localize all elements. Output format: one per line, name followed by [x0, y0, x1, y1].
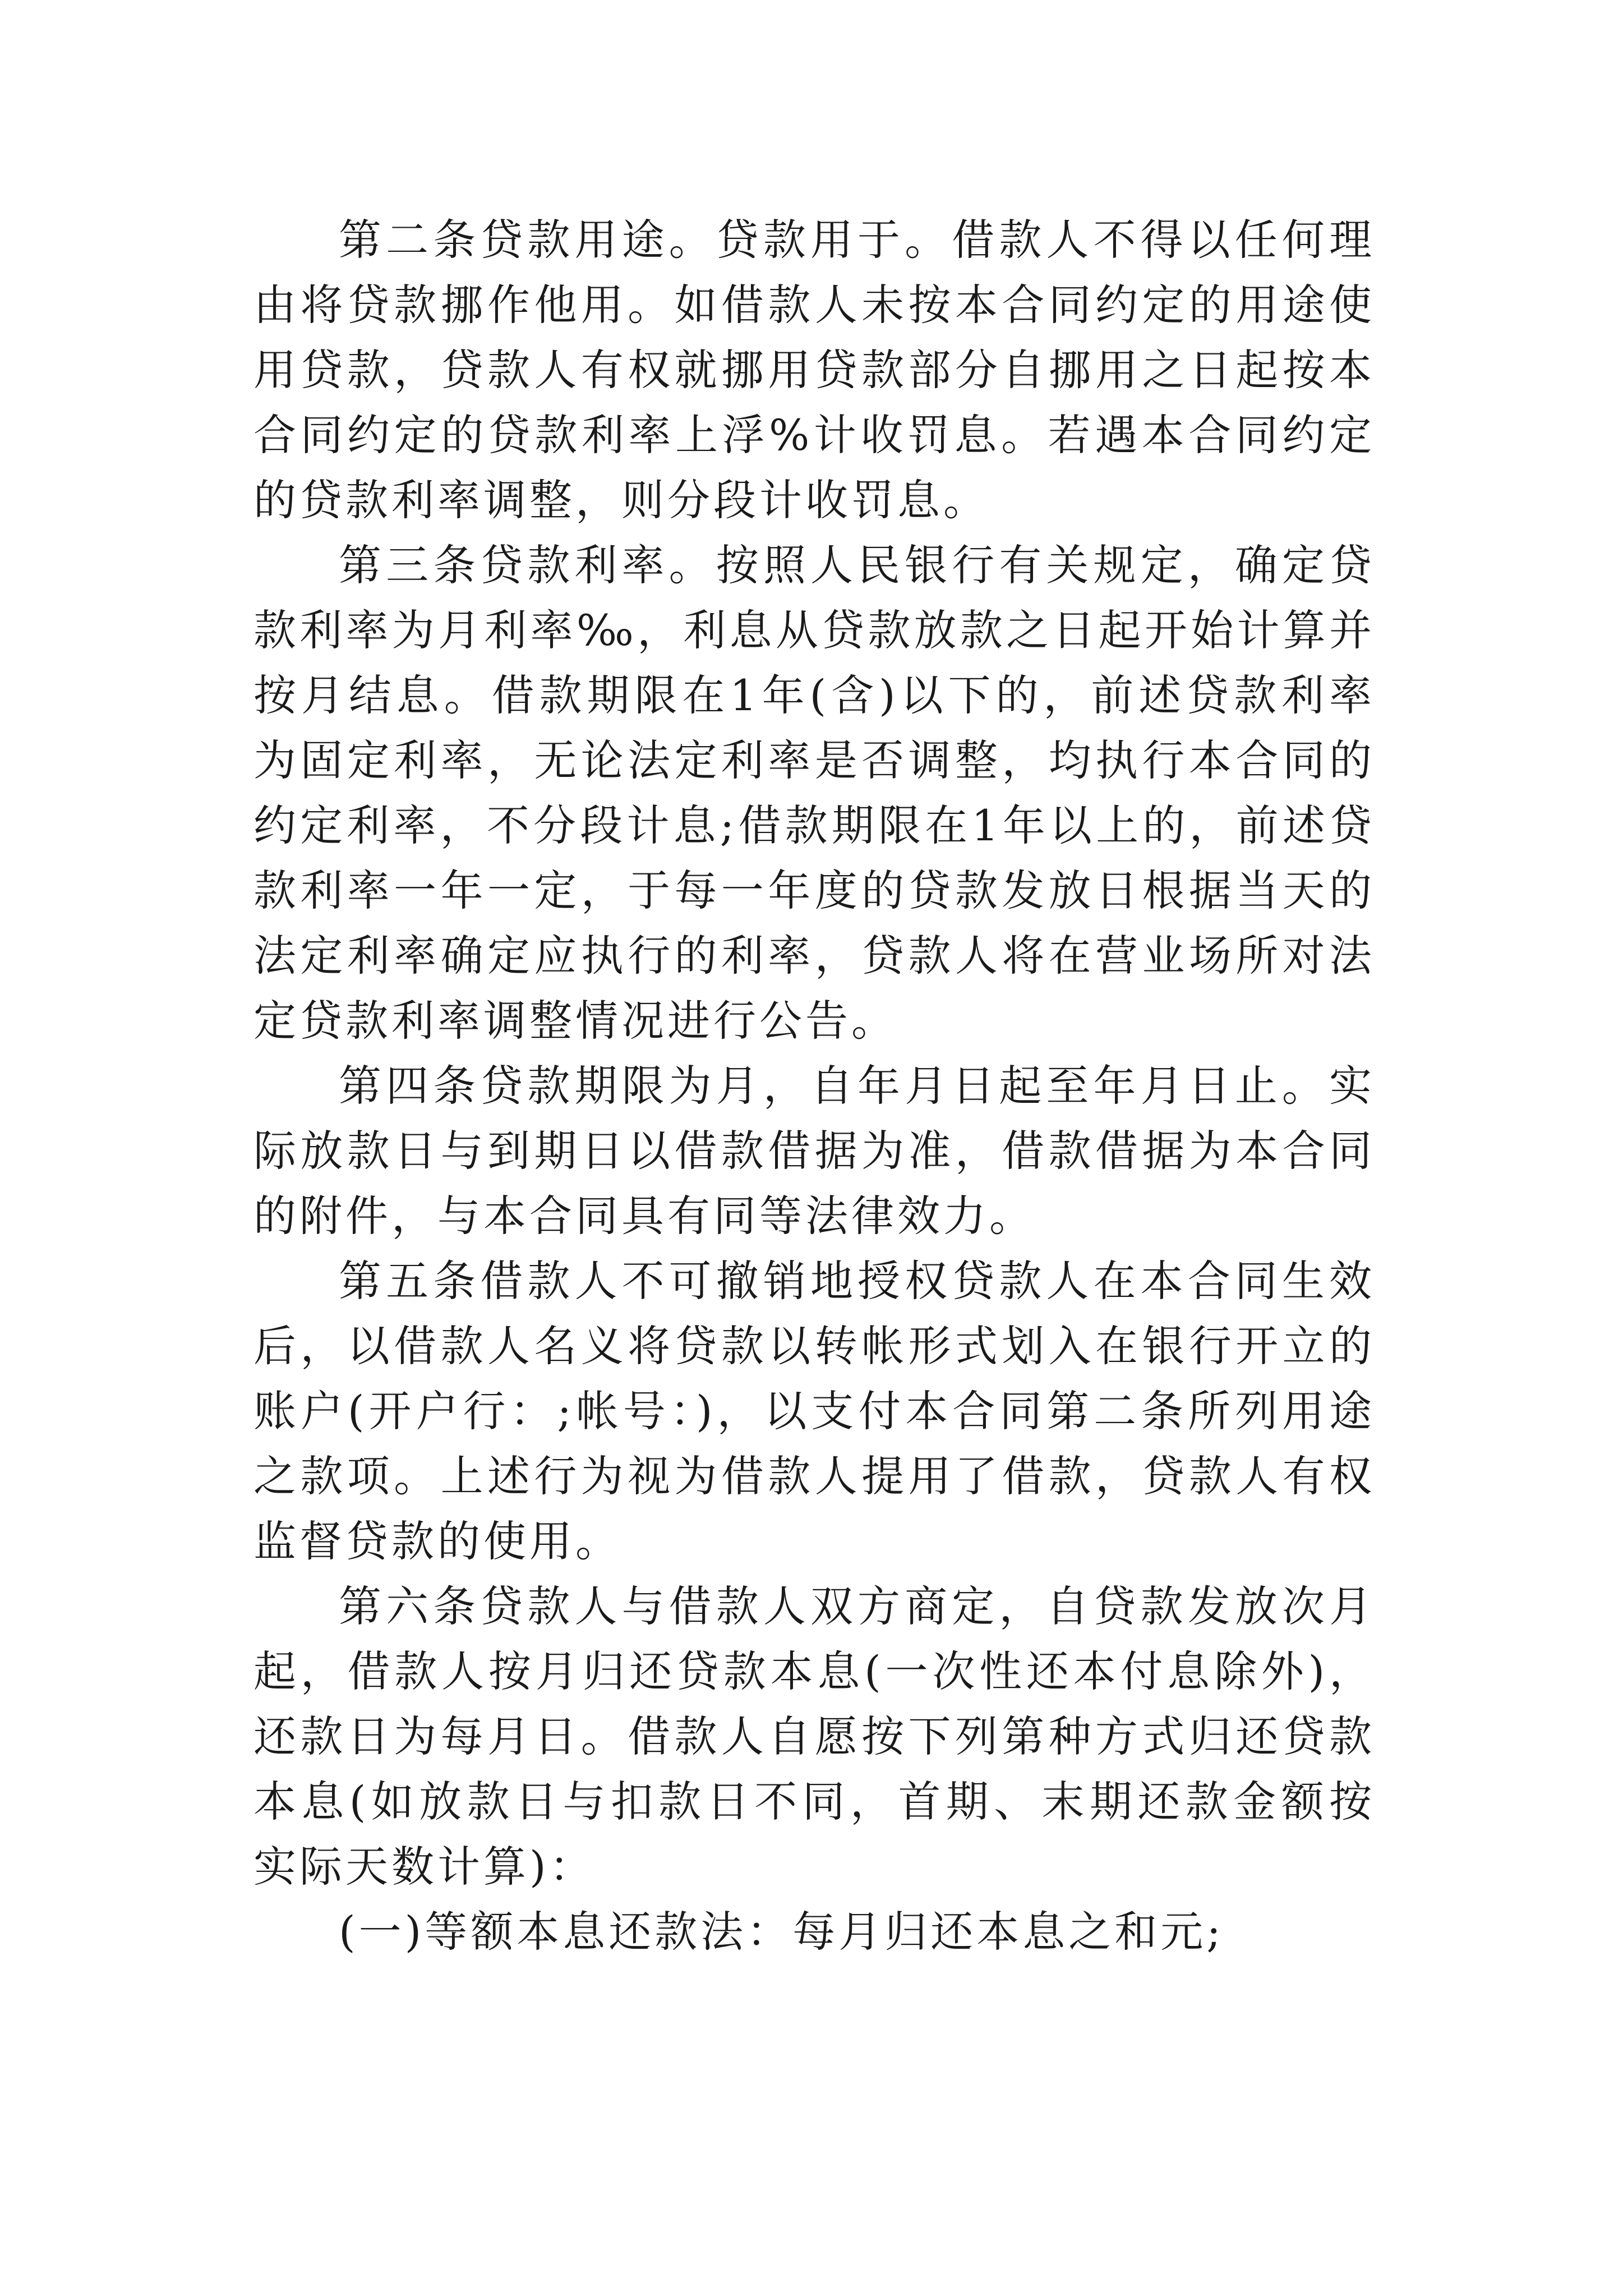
paragraph-article-5-disbursement: 第五条借款人不可撤销地授权贷款人在本合同生效后，以借款人名义将贷款以转帐形式划入在银行开立的账户(开户行：;帐号：)，以支付本合同第二条所列用途之款项。上述行为视为借款人提用了借款，贷款人有权监督贷款的使用。	[253, 1256, 1375, 1566]
paragraph-article-6-repayment: 第六条贷款人与借款人双方商定，自贷款发放次月起，借款人按月归还贷款本息(一次性还本付息除外)，还款日为每月日。借款人自愿按下列第种方式归还贷款本息(如放款日与扣款日不同，首期、末期还款金额按实际天数计算)：	[253, 1581, 1375, 1892]
contract-body	[253, 208, 1375, 1964]
paragraph-article-3-interest-rate: 第三条贷款利率。按照人民银行有关规定，确定贷款利率为月利率‰，利息从贷款放款之日起开始计算并按月结息。借款期限在1年(含)以下的，前述贷款利率为固定利率，无论法定利率是否调整，均执行本合同的约定利率，不分段计息;借款期限在1年以上的，前述贷款利率一年一定，于每一年度的贷款发放日根据当天的法定利率确定应执行的利率，贷款人将在营业场所对法定贷款利率调整情况进行公告。	[253, 540, 1375, 1046]
paragraph-article-2-loan-purpose: 第二条贷款用途。贷款用于。借款人不得以任何理由将贷款挪作他用。如借款人未按本合同约定的用途使用贷款，贷款人有权就挪用贷款部分自挪用之日起按本合同约定的贷款利率上浮%计收罚息。若遇本合同约定的贷款利率调整，则分段计收罚息。	[253, 215, 1375, 525]
paragraph-article-4-loan-term: 第四条贷款期限为月，自年月日起至年月日止。实际放款日与到期日以借款借据为准，借款借据为本合同的附件，与本合同具有同等法律效力。	[253, 1061, 1375, 1241]
paragraph-repayment-method-1: (一)等额本息还款法：每月归还本息之和元;	[339, 1907, 1224, 1957]
